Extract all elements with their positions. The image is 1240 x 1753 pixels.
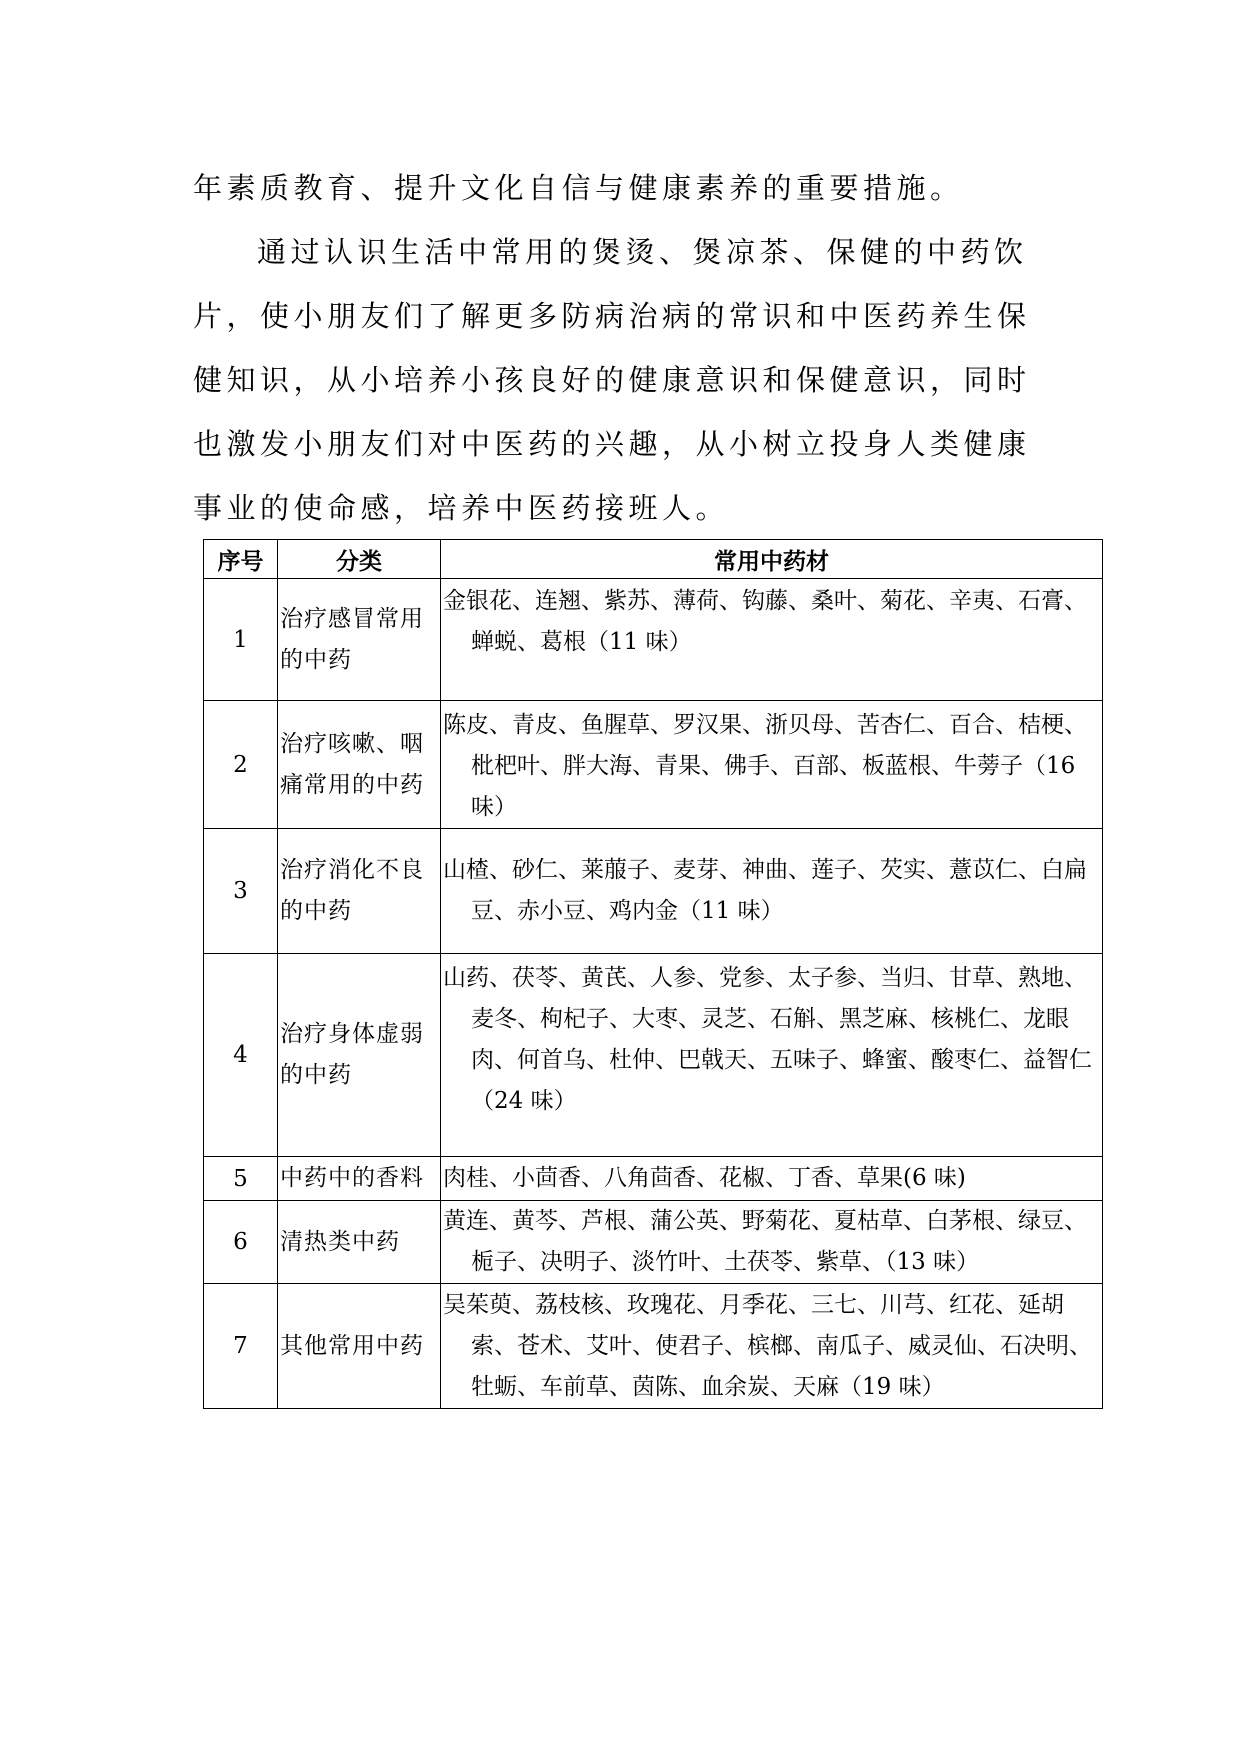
row-number: 2	[204, 701, 278, 829]
row-herbs-cell	[441, 701, 1103, 829]
row-number: 7	[204, 1284, 278, 1409]
header-category: 分类	[278, 540, 441, 579]
row-herbs: 陈皮、青皮、鱼腥草、罗汉果、浙贝母、苦杏仁、百合、桔梗、枇杷叶、胖大海、青果、佛手、百部、板蓝根、牛蒡子（16 味）	[443, 712, 1087, 820]
table-row	[204, 1201, 1103, 1284]
row-herbs: 山楂、砂仁、莱菔子、麦芽、神曲、莲子、芡实、薏苡仁、白扁豆、赤小豆、鸡内金（11 味）	[443, 857, 1087, 924]
table-row	[204, 701, 1103, 829]
row-number: 3	[204, 829, 278, 954]
table-header-row	[204, 540, 1103, 579]
header-herbs: 常用中药材	[441, 540, 1103, 579]
row-herbs-cell	[441, 579, 1103, 701]
row-herbs-cell	[441, 954, 1103, 1157]
row-herbs: 山药、茯苓、黄芪、人参、党参、太子参、当归、甘草、熟地、麦冬、枸杞子、大枣、灵芝、石斛、黑芝麻、核桃仁、龙眼肉、何首乌、杜仲、巴戟天、五味子、蜂蜜、酸枣仁、益智仁（24 味）	[443, 965, 1092, 1114]
table-row	[204, 829, 1103, 954]
row-herbs-cell	[441, 1157, 1103, 1201]
row-category: 治疗身体虚弱的中药	[278, 954, 441, 1157]
row-herbs: 吴茱萸、荔枝核、玫瑰花、月季花、三七、川芎、红花、延胡索、苍术、艾叶、使君子、槟榔、南瓜子、威灵仙、石决明、牡蛎、车前草、茵陈、血余炭、天麻（19 味）	[443, 1291, 1092, 1400]
row-number: 5	[204, 1157, 278, 1201]
row-category: 清热类中药	[278, 1201, 441, 1284]
body-text	[193, 156, 1053, 540]
row-herbs: 肉桂、小茴香、八角茴香、花椒、丁香、草果(6 味)	[443, 1165, 966, 1191]
table-row	[204, 954, 1103, 1157]
row-category: 治疗咳嗽、咽痛常用的中药	[278, 701, 441, 829]
row-category: 其他常用中药	[278, 1284, 441, 1409]
row-category: 治疗感冒常用的中药	[278, 579, 441, 701]
row-herbs-cell	[441, 1284, 1103, 1409]
row-herbs: 金银花、连翘、紫苏、薄荷、钩藤、桑叶、菊花、辛夷、石膏、蝉蜕、葛根（11 味）	[443, 588, 1087, 655]
table-row	[204, 579, 1103, 701]
herb-table	[203, 539, 1103, 1409]
row-herbs-cell	[441, 829, 1103, 954]
table-row	[204, 1157, 1103, 1201]
row-category: 中药中的香料	[278, 1157, 441, 1201]
header-num: 序号	[204, 540, 278, 579]
row-herbs: 黄连、黄芩、芦根、蒲公英、野菊花、夏枯草、白茅根、绿豆、栀子、决明子、淡竹叶、土茯苓、紫草、（13 味）	[443, 1208, 1087, 1275]
paragraph-1: 年素质教育、提升文化自信与健康素养的重要措施。	[193, 171, 964, 205]
paragraph-2: 通过认识生活中常用的煲烫、煲凉茶、保健的中药饮片，使小朋友们了解更多防病治病的常识和中医药养生保健知识，从小培养小孩良好的健康意识和保健意识，同时也激发小朋友们对中医药的兴趣，从小树立投身人类健康事业的使命感，培养中医药接班人。	[193, 235, 1031, 525]
row-number: 6	[204, 1201, 278, 1284]
row-number: 4	[204, 954, 278, 1157]
table-row	[204, 1284, 1103, 1409]
row-number: 1	[204, 579, 278, 701]
row-herbs-cell	[441, 1201, 1103, 1284]
row-category: 治疗消化不良的中药	[278, 829, 441, 954]
